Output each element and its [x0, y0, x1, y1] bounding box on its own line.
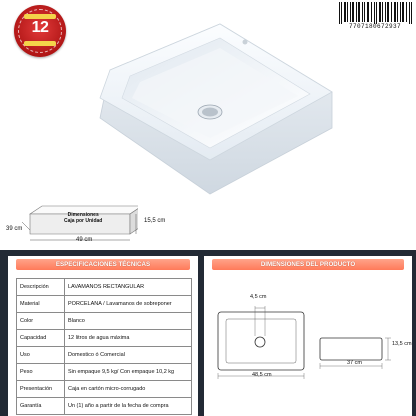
width-dimension-label: 48,5 cm [252, 372, 272, 378]
dimensions-header: DIMENSIONES DEL PRODUCTO [212, 259, 404, 270]
spec-label: Garantía [17, 398, 65, 415]
specs-panel [8, 256, 198, 416]
specs-header: ESPECIFICACIONES TÉCNICAS [16, 259, 190, 270]
box-depth-label: 39 cm [6, 226, 23, 232]
barcode-number: 7707180672937 [348, 23, 401, 30]
warranty-seal [14, 5, 66, 57]
spec-row [17, 364, 192, 381]
spec-value: Domestico ó Comercial [65, 347, 192, 364]
spec-value: Caja en cartón micro-corrugado [65, 381, 192, 398]
height-dimension-label: 13,5 cm [392, 341, 412, 347]
spec-label: Peso [17, 364, 65, 381]
box-width-label: 49 cm [76, 237, 93, 243]
spec-row [17, 381, 192, 398]
depth-dimension-label: 37 cm [347, 360, 362, 366]
spec-label: Descripción [17, 279, 65, 296]
spec-row [17, 279, 192, 296]
spec-label: Capacidad [17, 330, 65, 347]
spec-row [17, 296, 192, 313]
spec-table [16, 278, 192, 415]
spec-row [17, 398, 192, 415]
seal-number: 12 [31, 19, 49, 36]
dimensions-panel [204, 256, 412, 416]
box-caption: Dimensiones Caja por Unidad [64, 212, 103, 224]
box-height-label: 15,5 cm [144, 218, 166, 224]
spec-row [17, 313, 192, 330]
spec-row [17, 330, 192, 347]
drain-dimension-label: 4,5 cm [250, 294, 267, 300]
seal-ribbon [24, 41, 56, 46]
dimensions-drawing [206, 276, 410, 386]
spec-label: Material [17, 296, 65, 313]
spec-value: Sin empaque 9,5 kg/ Con empaque 10,2 kg [65, 364, 192, 381]
spec-label: Color [17, 313, 65, 330]
spec-value: Blanco [65, 313, 192, 330]
spec-value: Un (1) año a partir de la fecha de compra [65, 398, 192, 415]
spec-value: 12 litros de agua máxima [65, 330, 192, 347]
spec-value: LAVAMANOS RECTANGULAR [65, 279, 192, 296]
sink-illustration [70, 20, 350, 198]
spec-row [17, 347, 192, 364]
spec-value: PORCELANA / Lavamanos de sobreponer [65, 296, 192, 313]
spec-label: Uso [17, 347, 65, 364]
spec-label: Presentación [17, 381, 65, 398]
